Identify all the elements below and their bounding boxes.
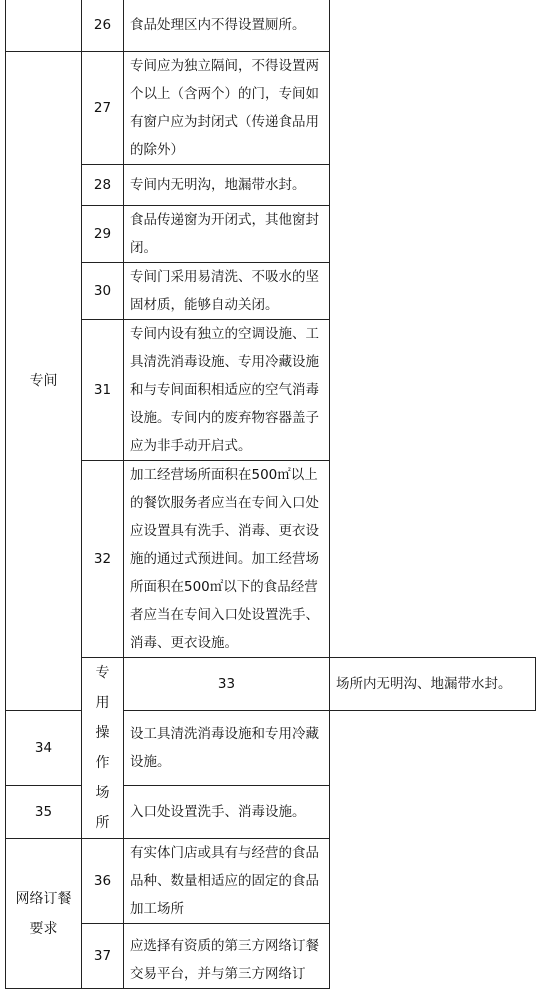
- item-number: 35: [6, 785, 82, 838]
- item-text: 应选择有资质的第三方网络订餐交易平台，并与第三方网络订: [124, 924, 330, 989]
- item-text: 加工经营场所面积在500㎡以上的餐饮服务者应当在专间入口处应设置具有洗手、消毒、更衣设施的通过式预进间。加工经营场所面积在500㎡以下的食品经营者应当在专间入口处设置洗手、消毒、更衣设施。: [124, 461, 330, 658]
- item-number: 30: [82, 263, 124, 320]
- category-label: 网络订餐要求: [15, 890, 72, 937]
- item-number: 26: [82, 0, 124, 52]
- item-number: 34: [6, 711, 82, 785]
- item-text: 有实体门店或具有与经营的食品品种、数量相适应的固定的食品加工场所: [124, 839, 330, 924]
- category-label: 专间: [29, 373, 58, 390]
- table-row: [6, 461, 536, 658]
- item-number: 36: [82, 839, 124, 924]
- category-cell: [6, 52, 82, 711]
- table-row: [6, 320, 536, 461]
- table-row: [6, 658, 536, 711]
- requirements-table: [5, 0, 536, 989]
- table-row: [6, 0, 536, 52]
- item-text: 设工具清洗消毒设施和专用冷藏设施。: [124, 711, 330, 785]
- item-text: 食品传递窗为开闭式，其他窗封闭。: [124, 206, 330, 263]
- item-number: 31: [82, 320, 124, 461]
- item-text: 专间应为独立隔间，不得设置两个以上（含两个）的门，专间如有窗户应为封闭式（传递食品用的除外）: [124, 52, 330, 165]
- item-number: 37: [82, 924, 124, 989]
- item-text: 专间内无明沟，地漏带水封。: [124, 165, 330, 206]
- item-text: 专间内设有独立的空调设施、工具清洗消毒设施、专用冷藏设施和与专间面积相适应的空气消毒设施。专间内的废弃物容器盖子应为非手动开启式。: [124, 320, 330, 461]
- item-text: 入口处设置洗手、消毒设施。: [124, 785, 330, 838]
- category-cell-empty: [6, 0, 82, 52]
- item-number: 33: [124, 658, 330, 711]
- category-cell: [6, 839, 82, 989]
- item-number: 29: [82, 206, 124, 263]
- table-row: [6, 263, 536, 320]
- item-text: 食品处理区内不得设置厕所。: [124, 0, 330, 52]
- category-cell: [82, 658, 124, 839]
- item-number: 32: [82, 461, 124, 658]
- table-row: [6, 924, 536, 989]
- table-row: [6, 52, 536, 165]
- item-text: 场所内无明沟、地漏带水封。: [330, 658, 536, 711]
- table-row: [6, 206, 536, 263]
- item-number: 27: [82, 52, 124, 165]
- table-row: [6, 165, 536, 206]
- table-row: [6, 839, 536, 924]
- category-label: 专用操作场所: [95, 665, 110, 831]
- item-number: 28: [82, 165, 124, 206]
- item-text: 专间门采用易清洗、不吸水的坚固材质，能够自动关闭。: [124, 263, 330, 320]
